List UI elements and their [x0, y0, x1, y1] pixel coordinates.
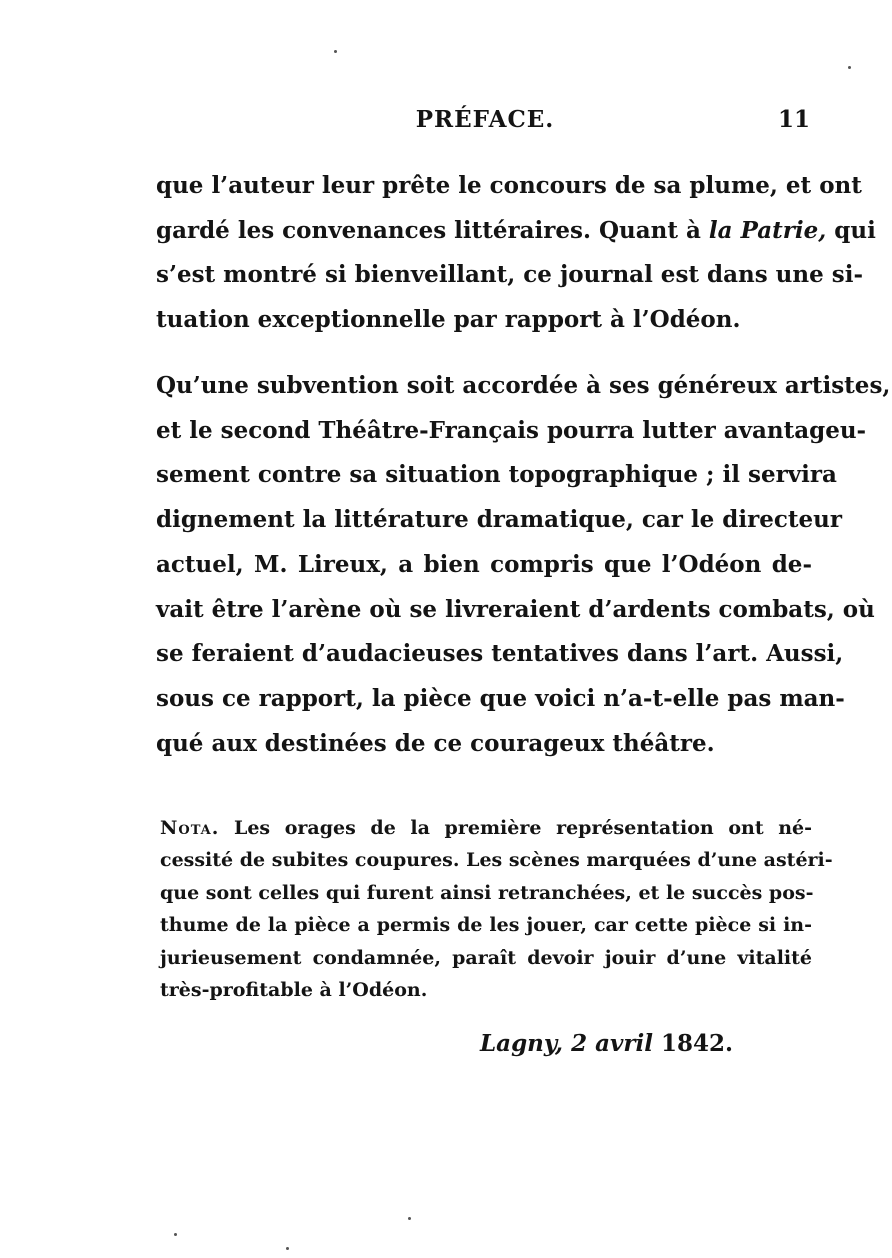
paragraph-line: qué aux destinées de ce courageux théâtre.	[156, 729, 715, 757]
paragraph-line: et le second Théâtre-Français pourra lutter avantageu-	[156, 416, 867, 444]
note-line: cessité de subites coupures. Les scènes marquées d’une astéri-	[160, 849, 833, 872]
signature-date: 2 avril	[563, 1030, 653, 1057]
page-header	[160, 106, 810, 142]
note-line: jurieusement condamnée, paraît devoir jouir d’une vitalité	[160, 946, 812, 969]
paragraph-1	[156, 164, 876, 343]
note-label: Nota.	[160, 817, 220, 839]
paragraph-line: s’est montré si bienveillant, ce journal est dans une si-	[156, 261, 864, 289]
paragraph-line: se feraient d’audacieuses tentatives dans l’art. Aussi,	[156, 640, 844, 668]
paragraph-line: sous ce rapport, la pièce que voici n’a-t-elle pas man-	[156, 684, 845, 712]
paragraph-2	[156, 364, 891, 766]
paragraph-line: tuation exceptionnelle par rapport à l’Odéon.	[156, 306, 741, 334]
note-line	[160, 812, 812, 844]
signature-place: Lagny,	[480, 1030, 564, 1057]
paper-speck	[408, 1217, 411, 1220]
text-run: qui	[826, 216, 876, 244]
paper-speck	[334, 50, 337, 53]
paragraph-line: vait être l’arène où se livreraient d’ardents combats, où	[156, 595, 875, 623]
paragraph-line	[156, 209, 876, 254]
signature	[480, 1030, 733, 1057]
page-number: 11	[777, 106, 810, 133]
paper-speck	[174, 1233, 177, 1236]
paragraph-line: que l’auteur leur prête le concours de sa plume, et ont	[156, 172, 862, 199]
paragraph-line: sement contre sa situation topographique ; il servira	[156, 461, 837, 489]
paper-speck	[848, 66, 851, 69]
note-line: que sont celles qui furent ainsi retranchées, et le succès pos-	[160, 881, 814, 904]
note-line: thume de la pièce a permis de les jouer, car cette pièce si in-	[160, 914, 812, 937]
note-block	[160, 812, 833, 1006]
running-title: PRÉFACE.	[415, 106, 555, 133]
text-run: gardé les convenances littéraires. Quant à	[156, 216, 709, 244]
italic-title: la Patrie,	[708, 216, 827, 244]
text-run: Les orages de la première représentation ont né-	[219, 817, 812, 839]
paper-speck	[286, 1247, 289, 1250]
paragraph-line: Qu’une subvention soit accordée à ses généreux artistes,	[156, 372, 891, 399]
signature-year: 1842.	[652, 1030, 733, 1057]
paragraph-line: actuel, M. Lireux, a bien compris que l’Odéon de-	[156, 550, 812, 578]
note-line: très-profitable à l’Odéon.	[160, 979, 428, 1002]
paragraph-line: dignement la littérature dramatique, car le directeur	[156, 506, 842, 534]
